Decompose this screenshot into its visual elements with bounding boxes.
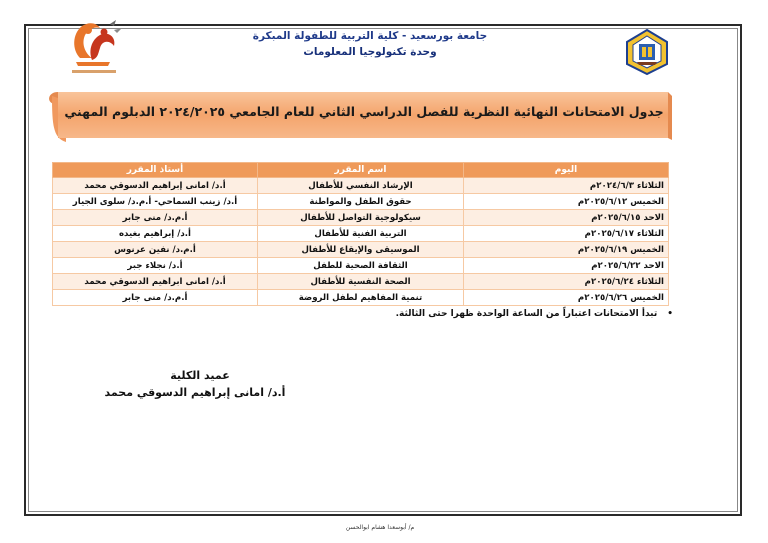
bullet-icon: • [667,309,673,319]
note-text: تبدأ الامتحانات اعتباراً من الساعة الواحدة ظهرا حتى الثالثة. [395,309,658,319]
exam-schedule-title: جدول الامتحانات النهائية النظرية للفصل الدراسي الثاني للعام الجامعي ٢٠٢٤/٢٠٢٥ الدبلوم المهني [64,104,664,119]
cell-course: تنمية المفاهيم لطفل الروضة [258,290,464,306]
cell-professor: أ.م.د/ منى جابر [53,290,258,306]
cell-course: حقوق الطفل والمواطنة [258,194,464,210]
cell-day: الخميس ٢٠٢٥/٦/١٩م [464,242,669,258]
dean-title: عميد الكلية [170,369,230,382]
table-row [53,210,669,226]
cell-course: سيكولوجية التواصل للأطفال [258,210,464,226]
header-course: اسم المقرر [258,163,464,178]
cell-day: الاحد ٢٠٢٥/٦/١٥م [464,210,669,226]
cell-day: الثلاثاء ٢٠٢٥/٦/١٧م [464,226,669,242]
cell-day: الخميس ٢٠٢٥/٦/١٢م [464,194,669,210]
table-row [53,194,669,210]
table-row [53,226,669,242]
header-professor: أستاذ المقرر [53,163,258,178]
college-logo-icon [58,10,128,78]
cell-day: الثلاثاء ٢٠٢٤/٦/٣م [464,178,669,194]
cell-professor: أ.د/ امانى ابراهيم الدسوقي محمد [53,274,258,290]
exam-schedule-table [52,162,669,306]
university-name: جامعة بورسعيد - كلية التربية للطفولة المبكرة [252,30,488,42]
cell-day: الاحد ٢٠٢٥/٦/٢٢م [464,258,669,274]
exam-time-note [120,309,673,319]
table-row [53,274,669,290]
university-logo-icon [625,28,669,76]
table-row [53,242,669,258]
cell-professor: أ.د/ زينب السماحي- أ.م.د/ سلوى الجيار [53,194,258,210]
table-row [53,290,669,306]
unit-name: وحدة تكنولوجيا المعلومات [303,46,437,58]
cell-course: الموسيقى والإيقاع للأطفال [258,242,464,258]
footer-credit: م/ أبوسعدا هشام ابوالحسن [345,524,415,531]
cell-professor: أ.د/ امانى إبراهيم الدسوقي محمد [53,178,258,194]
cell-day: الخميس ٢٠٢٥/٦/٢٦م [464,290,669,306]
cell-day: الثلاثاء ٢٠٢٥/٦/٢٤م [464,274,669,290]
cell-professor: أ.د/ إبراهيم بغيده [53,226,258,242]
cell-professor: أ.م.د/ نفين عرنوس [53,242,258,258]
cell-course: الثقافة الصحية للطفل [258,258,464,274]
cell-professor: أ.م.د/ منى جابر [53,210,258,226]
cell-course: الصحة النفسية للأطفال [258,274,464,290]
table-row [53,178,669,194]
cell-course: التربية الفنية للأطفال [258,226,464,242]
table-header-row [53,163,669,178]
cell-course: الإرشاد النفسي للأطفال [258,178,464,194]
table-row [53,258,669,274]
dean-name: أ.د/ امانى إبراهيم الدسوقي محمد [104,386,286,399]
header-day: اليوم [464,163,669,178]
cell-professor: أ.د/ نجلاء جبر [53,258,258,274]
